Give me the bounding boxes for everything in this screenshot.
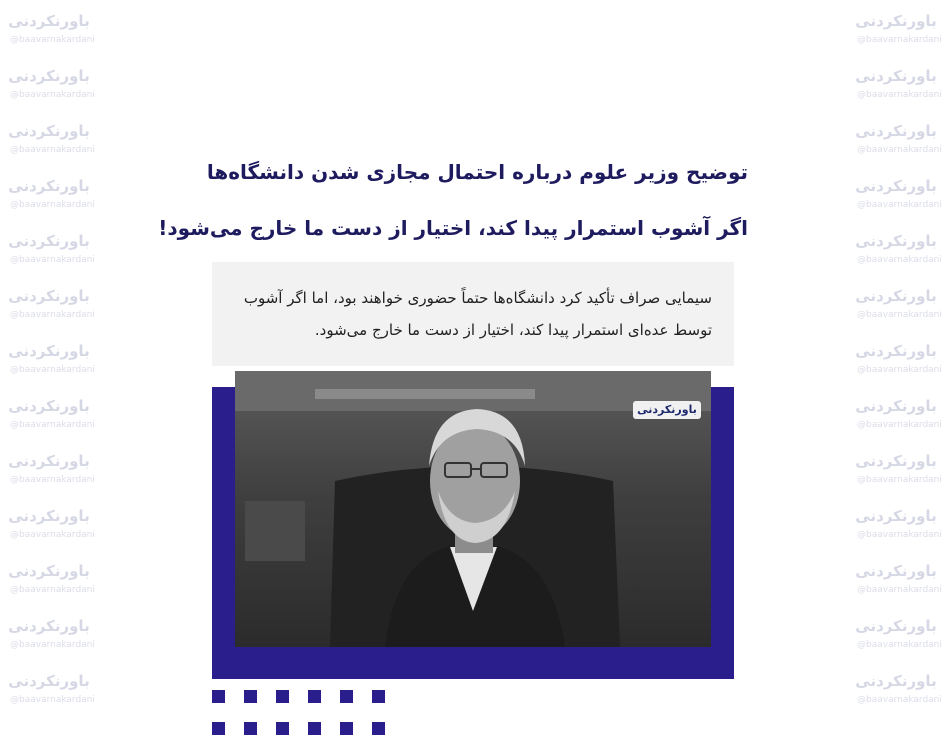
watermark-handle: @baavarnakardani [10,695,95,705]
decorative-square [308,690,321,703]
watermark-handle: @baavarnakardani [857,35,942,45]
watermark-column-left [2,0,98,756]
watermark-handle: @baavarnakardani [857,640,942,650]
watermark-handle: @baavarnakardani [10,145,95,155]
watermark [2,0,98,55]
news-photo [235,371,711,647]
watermark [2,110,98,165]
watermark [849,550,945,605]
watermark [2,330,98,385]
watermark [849,385,945,440]
watermark-handle: @baavarnakardani [857,365,942,375]
decorative-square [212,690,225,703]
watermark [849,110,945,165]
headline-line-1: توضیح وزیر علوم درباره احتمال مجازی شدن دانشگاه‌ها [206,160,748,184]
watermark [2,605,98,660]
decorative-square [372,722,385,735]
watermark [2,660,98,715]
watermark [2,385,98,440]
watermark [849,165,945,220]
watermark-logo: باورنکردنی [8,672,90,690]
watermark-logo: باورنکردنی [855,452,937,470]
watermark-handle: @baavarnakardani [857,475,942,485]
decorative-square [244,690,257,703]
watermark [2,165,98,220]
watermark-logo: باورنکردنی [855,617,937,635]
watermark-logo: باورنکردنی [8,342,90,360]
watermark-handle: @baavarnakardani [10,640,95,650]
watermark [2,550,98,605]
watermark-logo: باورنکردنی [8,452,90,470]
decorative-square [276,690,289,703]
watermark-logo: باورنکردنی [855,12,937,30]
watermark [2,440,98,495]
quote-box [212,262,734,366]
watermark-handle: @baavarnakardani [857,90,942,100]
watermark [849,330,945,385]
watermark [849,220,945,275]
watermark [849,0,945,55]
watermark [849,495,945,550]
watermark [2,495,98,550]
decorative-square [308,722,321,735]
watermark-handle: @baavarnakardani [10,90,95,100]
watermark-logo: باورنکردنی [855,177,937,195]
watermark-logo: باورنکردنی [8,397,90,415]
watermark-logo: باورنکردنی [8,122,90,140]
watermark-logo: باورنکردنی [8,287,90,305]
decorative-square [340,722,353,735]
watermark-column-right [849,0,945,756]
watermark-logo: باورنکردنی [855,122,937,140]
watermark [849,55,945,110]
watermark-logo: باورنکردنی [855,287,937,305]
watermark-handle: @baavarnakardani [857,530,942,540]
watermark-logo: باورنکردنی [8,67,90,85]
watermark-handle: @baavarnakardani [857,695,942,705]
watermark [2,220,98,275]
decorative-square [276,722,289,735]
decorative-dots [212,690,392,738]
watermark-handle: @baavarnakardani [10,585,95,595]
quote-text: سیمایی صراف تأکید کرد دانشگاه‌ها حتماً حضوری خواهند بود، اما اگر آشوب توسط عده‌ای استمرار پیدا کند، اختیار از دست ما خارج می‌شود. [243,289,712,339]
watermark [849,275,945,330]
watermark-logo: باورنکردنی [855,562,937,580]
watermark [2,55,98,110]
decorative-square [244,722,257,735]
watermark-handle: @baavarnakardani [857,310,942,320]
decorative-square [372,690,385,703]
watermark-handle: @baavarnakardani [10,475,95,485]
watermark-handle: @baavarnakardani [10,255,95,265]
watermark-handle: @baavarnakardani [857,255,942,265]
watermark-handle: @baavarnakardani [857,145,942,155]
decorative-square [340,690,353,703]
watermark-logo: باورنکردنی [855,67,937,85]
watermark-logo: باورنکردنی [855,397,937,415]
watermark-handle: @baavarnakardani [10,310,95,320]
watermark [2,275,98,330]
headline-line-2: اگر آشوب استمرار پیدا کند، اختیار از دست ما خارج می‌شود! [158,216,748,240]
watermark [849,440,945,495]
watermark-logo: باورنکردنی [8,12,90,30]
watermark-handle: @baavarnakardani [857,420,942,430]
watermark-handle: @baavarnakardani [10,365,95,375]
watermark-handle: @baavarnakardani [857,585,942,595]
watermark-handle: @baavarnakardani [857,200,942,210]
watermark-handle: @baavarnakardani [10,35,95,45]
watermark-handle: @baavarnakardani [10,530,95,540]
watermark [849,660,945,715]
watermark-handle: @baavarnakardani [10,420,95,430]
watermark-logo: باورنکردنی [8,562,90,580]
watermark-logo: باورنکردنی [8,507,90,525]
photo-watermark-logo: باورنکردنی [633,401,701,419]
watermark-logo: باورنکردنی [8,232,90,250]
watermark-handle: @baavarnakardani [10,200,95,210]
watermark-logo: باورنکردنی [855,507,937,525]
watermark-logo: باورنکردنی [8,177,90,195]
watermark-logo: باورنکردنی [855,672,937,690]
watermark-logo: باورنکردنی [8,617,90,635]
watermark [849,605,945,660]
decorative-square [212,722,225,735]
watermark-logo: باورنکردنی [855,342,937,360]
watermark-logo: باورنکردنی [855,232,937,250]
